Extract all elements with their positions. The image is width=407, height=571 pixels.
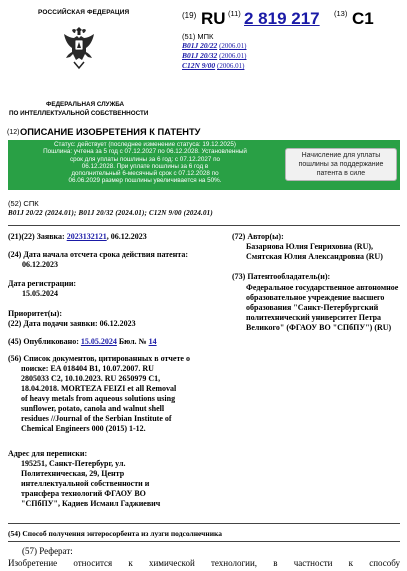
kind-code: C1 bbox=[352, 9, 374, 28]
invention-title: (54) Способ получения энтеросорбента из лузги подсолнечника bbox=[8, 529, 222, 538]
address-line: интеллектуальной собственности и bbox=[21, 479, 150, 488]
cited-line: sunflower, potato, canola and walnut shell bbox=[21, 404, 165, 413]
registration-label: Дата регистрации: bbox=[8, 279, 77, 288]
abstract-text: Изобретение относится к химической технологии, в частности к способу bbox=[8, 558, 400, 568]
cited-line: (56) Список документов, цитированных в отчете о bbox=[8, 354, 190, 363]
mpk-row bbox=[182, 61, 244, 71]
address-line: Политехническая, 29, Центр bbox=[21, 469, 125, 478]
agency-line-1: ФЕДЕРАЛЬНАЯ СЛУЖБА bbox=[46, 101, 125, 108]
status-line: 06.12.2028. При уплате пошлины за 6 год в bbox=[81, 162, 209, 170]
mpk-class-link[interactable]: B01J 20/32 bbox=[182, 51, 218, 60]
spk-label: (52) СПК bbox=[8, 199, 39, 208]
authors-label: (72) Автор(ы): bbox=[232, 232, 284, 241]
fee-button-label: патента в силе bbox=[316, 170, 366, 177]
status-line: дополнительный 6-месячный срок с 07.12.2028 по bbox=[71, 170, 219, 178]
address-line: 195251, Санкт-Петербург, ул. bbox=[21, 459, 126, 468]
fee-payment-button[interactable] bbox=[285, 148, 397, 181]
bulletin-label: Бюл. № bbox=[118, 337, 147, 346]
fee-button-label: пошлины за поддержание bbox=[298, 161, 384, 168]
term-start-label: (24) Дата начала отсчета срока действия патента: bbox=[8, 250, 189, 259]
status-line: Статус: действует (последнее изменение статуса: 19.12.2025) bbox=[53, 141, 237, 148]
patent-number-link[interactable]: 2 819 217 bbox=[244, 9, 320, 28]
status-line: Пошлина: учтена за 5 год с 07.12.2027 по 06.12.2028. Установленный bbox=[43, 148, 247, 156]
document-title: ОПИСАНИЕ ИЗОБРЕТЕНИЯ К ПАТЕНТУ bbox=[20, 127, 201, 137]
spk-classes: B01J 20/22 (2024.01); B01J 20/32 (2024.01); C12N 9/00 (2024.01) bbox=[8, 209, 213, 217]
term-start-value: 06.12.2023 bbox=[22, 260, 58, 269]
owner-line: Федеральное государственное автономное bbox=[246, 283, 399, 292]
filing-date: (22) Дата подачи заявки: 06.12.2023 bbox=[8, 319, 136, 328]
code-19: (19) bbox=[182, 11, 197, 20]
address-line: Адрес для переписки: bbox=[8, 449, 88, 458]
status-text bbox=[18, 141, 272, 185]
country-code: RU bbox=[201, 9, 226, 28]
code-13: (13) bbox=[334, 9, 348, 18]
application-date: , 06.12.2023 bbox=[106, 232, 147, 241]
title-code: (12) bbox=[7, 129, 20, 136]
owner-line: Великого" (ФГАОУ ВО "СПбПУ") (RU) bbox=[246, 323, 392, 332]
application-number-link[interactable]: 2023132121 bbox=[66, 232, 107, 241]
address-line: "СПбПУ", Кадиев Исмаил Гаджиевич bbox=[21, 499, 161, 508]
bulletin-number-link[interactable]: 14 bbox=[148, 337, 157, 346]
mpk-version-link[interactable]: (2006.01) bbox=[217, 62, 245, 70]
mpk-class-link[interactable]: C12N 9/00 bbox=[182, 61, 216, 70]
divider bbox=[8, 541, 400, 542]
publication-date-link[interactable]: 15.05.2024 bbox=[80, 337, 117, 346]
agency-line-2: ПО ИНТЕЛЛЕКТУАЛЬНОЙ СОБСТВЕННОСТИ bbox=[9, 110, 149, 117]
russian-eagle-emblem-icon bbox=[62, 24, 96, 70]
mpk-row bbox=[182, 41, 247, 51]
cited-line: поиске: EA 018404 B1, 10.07.2007. RU bbox=[21, 364, 154, 373]
correspondence-address bbox=[8, 449, 223, 509]
application-line bbox=[8, 232, 147, 242]
status-line: 06.06.2029 размер пошлины увеличивается на 50%. bbox=[68, 177, 222, 185]
cited-line: 18.04.2018. MORTEZA FEIZI et all Removal bbox=[21, 384, 177, 393]
cited-line: residues //Journal of the Serbian Institute of bbox=[21, 414, 172, 423]
cited-line: 2805033 C2, 10.10.2023. RU 2650979 C1, bbox=[21, 374, 161, 383]
address-line: трансфера технологий ФГАОУ ВО bbox=[21, 489, 146, 498]
author-name: Смятская Юлия Александровна (RU) bbox=[246, 252, 383, 261]
mpk-class-link[interactable]: B01J 20/22 bbox=[182, 41, 218, 50]
divider bbox=[8, 523, 400, 524]
mpk-version-link[interactable]: (2006.01) bbox=[219, 52, 247, 60]
divider bbox=[8, 225, 400, 226]
cited-line: Chemical Engineers 000 (2015) 1-12. bbox=[21, 424, 146, 433]
owner-list bbox=[246, 283, 404, 333]
registration-value: 15.05.2024 bbox=[22, 289, 58, 298]
author-name: Базарнова Юлия Генриховна (RU), bbox=[246, 242, 374, 251]
publication-label: (45) Опубликовано: bbox=[8, 337, 79, 346]
mpk-version-link[interactable]: (2006.01) bbox=[219, 42, 247, 50]
mpk-label: (51) МПК bbox=[182, 32, 214, 41]
country-label: РОССИЙСКАЯ ФЕДЕРАЦИЯ bbox=[38, 9, 130, 16]
fee-button-label: Начисление для уплаты bbox=[301, 152, 381, 159]
cited-line: of heavy metals from aqueous solutions using bbox=[21, 394, 176, 403]
status-panel bbox=[8, 140, 400, 190]
code-11: (11) bbox=[228, 9, 241, 18]
status-line: срок для уплаты пошлины за 6 год: с 07.12.2027 по bbox=[70, 155, 220, 163]
mpk-row bbox=[182, 51, 247, 61]
authors-list bbox=[246, 242, 383, 262]
application-label: (21)(22) Заявка: bbox=[8, 232, 65, 241]
abstract-label: (57) Реферат: bbox=[22, 546, 73, 556]
publication-line bbox=[8, 337, 157, 347]
owner-line: образовательное учреждение высшего bbox=[246, 293, 385, 302]
owner-line: политехнический университет Петра bbox=[246, 313, 382, 322]
priority-label: Приоритет(ы): bbox=[8, 309, 62, 318]
owner-label: (73) Патентообладатель(и): bbox=[232, 272, 331, 281]
cited-documents bbox=[8, 354, 223, 434]
owner-line: образования "Санкт-Петербургский bbox=[246, 303, 379, 312]
